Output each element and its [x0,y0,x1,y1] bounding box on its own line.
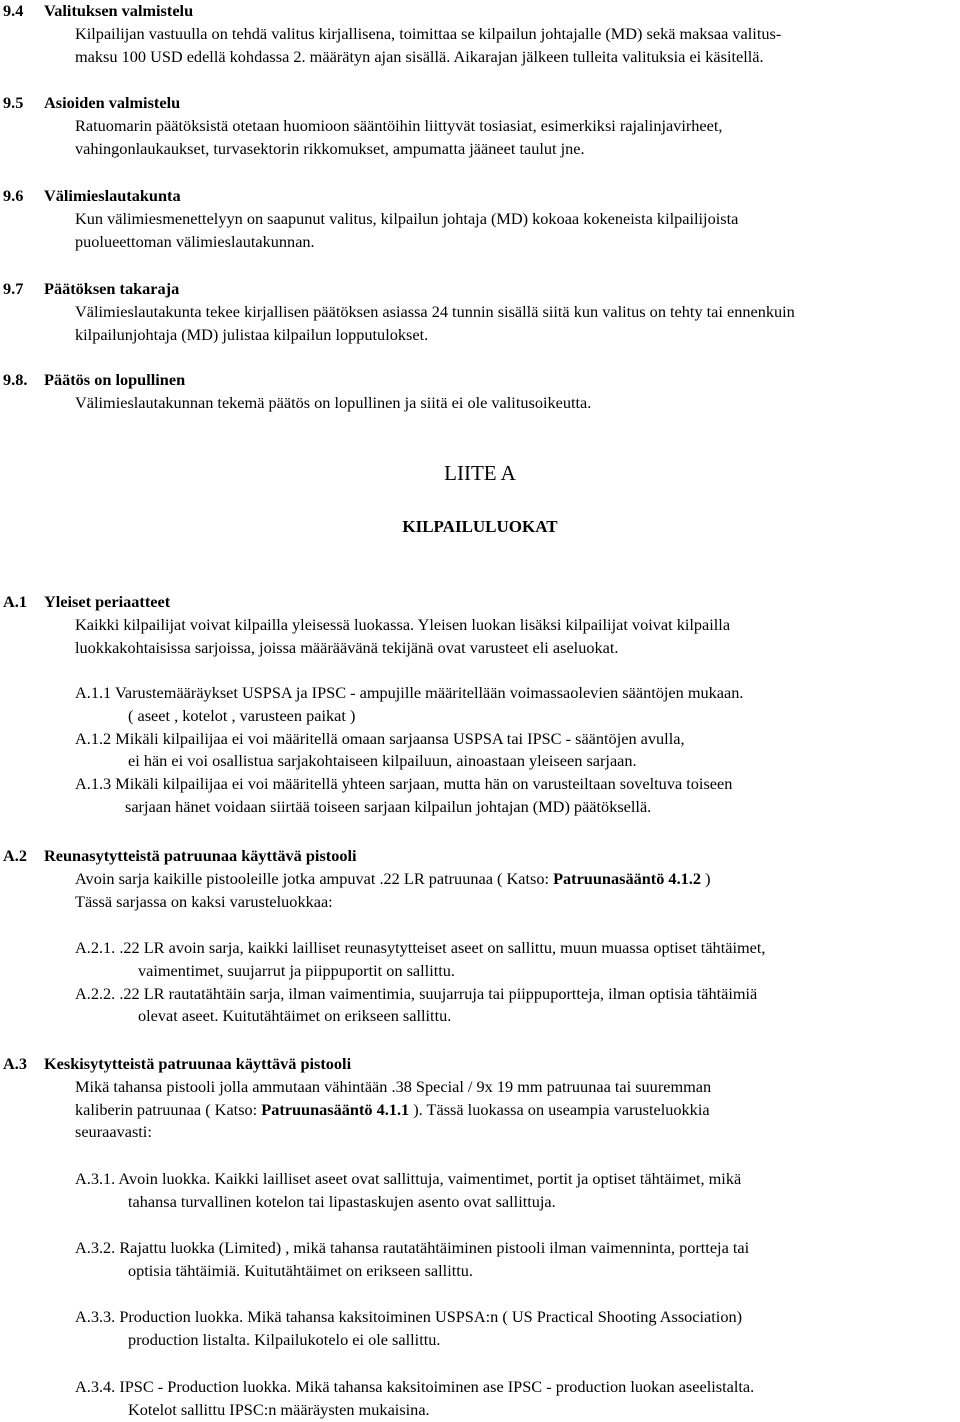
list-item: A.1.2 Mikäli kilpailijaa ei voi määritellä omaan sarjaansa USPSA tai IPSC - sääntöjen avulla, [75,728,685,748]
list-item: A.3.3. Production luokka. Mikä tahansa kaksitoiminen USPSA:n ( US Practical Shooting Association) [75,1307,743,1326]
section-title: Päätös on lopullinen [44,370,186,389]
body-line: vahingonlaukaukset, turvasektorin rikkomukset, ampumatta jääneet taulut jne. [75,138,585,158]
section-body [0,614,960,660]
section-title: Yleiset periaatteet [44,592,171,611]
section-title: Asioiden valmistelu [44,93,181,112]
list-item-continuation: sarjaan hänet voidaan siirtää toiseen sarjaan kilpailun johtajan (MD) päätöksellä. [125,796,652,816]
section-heading [0,845,960,868]
section-number: 9.8. [3,370,28,389]
list-item: A.3.4. IPSC - Production luokka. Mikä tahansa kaksitoiminen ase IPSC - production luokan aseelistalta. [75,1377,755,1396]
body-line: kilpailunjohtaja (MD) julistaa kilpailun lopputulokset. [75,324,429,344]
section-heading [0,92,960,115]
body-line [75,1099,956,1122]
section-body [0,23,960,69]
section-number: 9.6 [3,186,24,205]
section-heading [0,369,960,392]
section-title: Valituksen valmistelu [44,1,194,20]
list-item: A.1.3 Mikäli kilpailijaa ei voi määritellä yhteen sarjaan, mutta hän on varusteiltaan soveltuva toiseen [75,774,733,794]
list-item-continuation: olevat aseet. Kuitutähtäimet on erikseen sallittu. [138,1006,452,1026]
body-line: seuraavasti: [75,1122,152,1142]
section-body [0,868,960,914]
body-line: Kaikki kilpailijat voivat kilpailla yleisessä luokassa. Yleisen luokan lisäksi kilpailijat voivat kilpailla [75,614,731,634]
section-a-3-item-4 [0,1376,960,1422]
body-text: ) [701,868,711,888]
body-text: Avoin sarja kaikille pistooleille jotka ampuvat .22 LR patruunaa ( Katso: [75,868,554,888]
body-text: kaliberin patruunaa ( Katso: [75,1099,262,1119]
section-number: 9.5 [3,93,24,112]
list-item-continuation: Kotelot sallittu IPSC:n määräysten mukaisina. [128,1399,430,1419]
section-9-8 [0,369,960,415]
section-title: Päätöksen takaraja [44,279,180,298]
section-number: A.1 [3,592,27,611]
list-item: A.3.1. Avoin luokka. Kaikki lailliset aseet ovat sallittuja, vaimentimet, portit ja optiset tähtäimet, mikä [75,1169,742,1188]
section-heading [0,591,960,614]
section-a-1 [0,591,960,659]
section-title: Keskisytytteistä patruunaa käyttävä pistooli [44,1054,352,1073]
section-a-3 [0,1053,960,1144]
body-text: ). Tässä luokassa on useampia varusteluokkia [409,1099,710,1119]
rule-reference: Patruunasääntö 4.1.1 [261,1099,410,1119]
section-title: Reunasytytteistä patruunaa käyttävä pistooli [44,846,357,865]
body-line: Kilpailijan vastuulla on tehdä valitus kirjallisena, toimittaa se kilpailun johtajalle (MD) sekä maksaa valitus- [75,23,782,43]
section-body [0,115,960,161]
list-item-continuation: ei hän ei voi osallistua sarjakohtaiseen kilpailuun, ainoastaan yleiseen sarjaan. [128,751,637,771]
section-9-6 [0,185,960,253]
section-heading [0,0,960,23]
list-item-continuation: vaimentimet, suujarrut ja piippuportit on sallittu. [138,960,455,980]
section-number: A.2 [3,846,27,865]
rule-reference: Patruunasääntö 4.1.2 [553,868,701,888]
appendix-title: LIITE A [444,461,516,485]
section-a-2-items [0,937,960,1028]
section-9-4 [0,0,960,68]
body-line: luokkakohtaisissa sarjoissa, joissa määräävänä tekijänä ovat varusteet eli aseluokat. [75,637,619,657]
list-item-continuation: ( aseet , kotelot , varusteen paikat ) [128,705,356,725]
appendix-subtitle: KILPAILULUOKAT [402,517,558,536]
list-item: A.3.2. Rajattu luokka (Limited) , mikä tahansa rautatähtäiminen pistooli ilman vaimenninta, portteja tai [75,1238,750,1257]
body-line: Välimieslautakunta tekee kirjallisen päätöksen asiassa 24 tunnin sisällä siitä kun valitus on tehty tai ennenkuin [75,301,795,321]
section-heading [0,278,960,301]
body-line: Ratuomarin päätöksistä otetaan huomioon sääntöihin liittyvät tosiasiat, esimerkiksi rajalinjavirheet, [75,115,723,135]
body-line [75,868,956,891]
list-item: A.1.1 Varustemääräykset USPSA ja IPSC - ampujille määritellään voimassaolevien sääntöjen mukaan. [75,683,744,702]
section-a-1-items [0,682,960,819]
section-number: 9.4 [3,1,24,20]
section-body [0,1076,960,1144]
section-9-5 [0,92,960,160]
section-number: 9.7 [3,279,24,298]
section-9-7 [0,278,960,346]
body-line: maksu 100 USD edellä kohdassa 2. määrätyn ajan sisällä. Aikarajan jälkeen tulleita valituksia ei käsitellä. [75,46,764,66]
section-body [0,208,960,254]
body-line: Mikä tahansa pistooli jolla ammutaan vähintään .38 Special / 9x 19 mm patruunaa tai suuremman [75,1076,712,1096]
body-line: Välimieslautakunnan tekemä päätös on lopullinen ja siitä ei ole valitusoikeutta. [75,392,592,412]
list-item-continuation: production listalta. Kilpailukotelo ei ole sallittu. [128,1329,441,1349]
section-a-3-item-3 [0,1306,960,1352]
section-heading [0,1053,960,1076]
body-line: Tässä sarjassa on kaksi varusteluokkaa: [75,891,333,911]
section-title: Välimieslautakunta [44,186,181,205]
section-body [0,301,960,347]
section-a-3-item-2 [0,1237,960,1283]
section-a-2 [0,845,960,913]
body-line: Kun välimiesmenettelyyn on saapunut valitus, kilpailun johtaja (MD) kokoaa kokeneista kilpailijoista [75,208,739,228]
section-a-3-item-1 [0,1168,960,1214]
list-item-continuation: tahansa turvallinen kotelon tai lipastaskujen asento ovat sallittuja. [128,1191,556,1211]
list-item-continuation: optisia tähtäimiä. Kuitutähtäimet on erikseen sallittu. [128,1260,473,1280]
section-body [0,392,960,415]
section-heading [0,185,960,208]
list-item: A.2.1. .22 LR avoin sarja, kaikki lailliset reunasytytteiset aseet on sallittu, muun muassa optiset tähtäimet, [75,938,766,957]
section-number: A.3 [3,1054,27,1073]
list-item: A.2.2. .22 LR rautatähtäin sarja, ilman vaimentimia, suujarruja tai piippuportteja, ilman optisia tähtäimiä [75,983,758,1003]
body-line: puolueettoman välimieslautakunnan. [75,231,315,251]
